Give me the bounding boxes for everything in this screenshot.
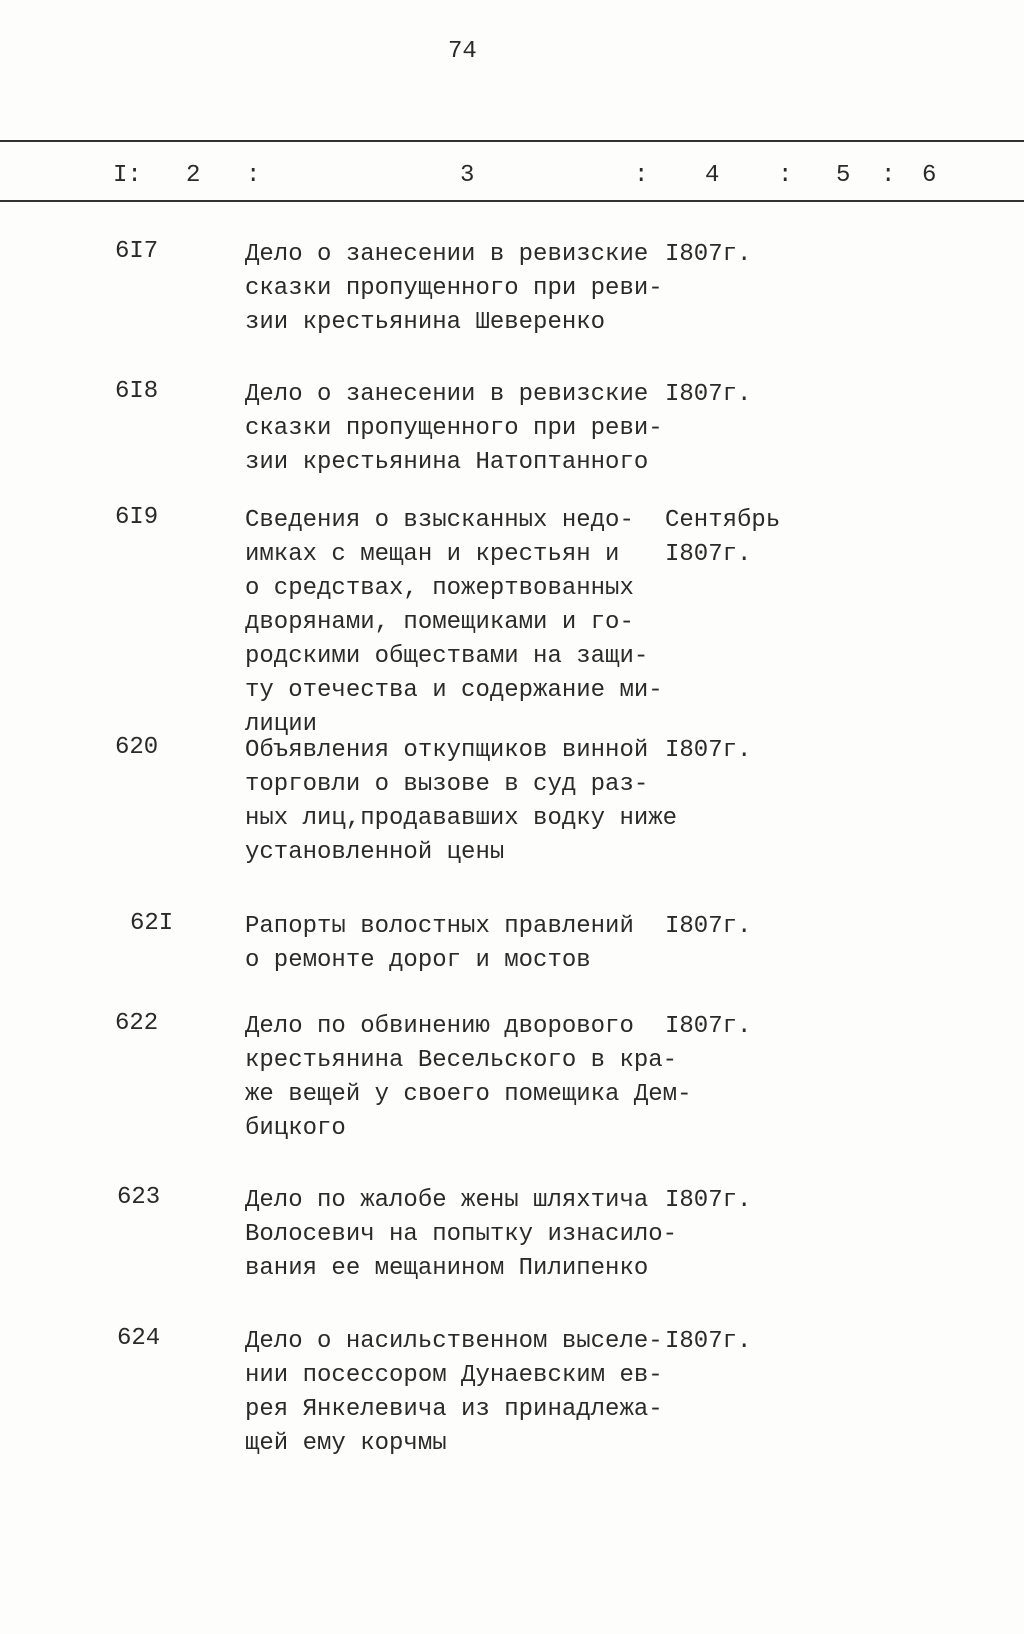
page-number: 74 [448, 38, 477, 65]
date-line: I807г. [665, 913, 752, 940]
entry-number: 6I9 [115, 504, 159, 531]
description-line: же вещей у своего помещика Дем- [245, 1081, 692, 1108]
entry-number: 623 [117, 1184, 161, 1211]
entry-description [245, 910, 634, 978]
description-line: дворянами, помещиками и го- [245, 609, 634, 636]
col-sep: : [634, 162, 649, 189]
description-line: ту отечества и содержание ми- [245, 677, 663, 704]
entry-number: 620 [115, 734, 159, 761]
col-header-5: 5 [836, 162, 851, 189]
entry-date [665, 238, 751, 272]
description-line: Рапорты волостных правлений [245, 913, 634, 940]
description-line: щей ему корчмы [245, 1430, 447, 1457]
entry-number: 624 [117, 1325, 161, 1352]
entry-number: 6I8 [115, 378, 159, 405]
entry-date [665, 910, 751, 944]
entry-description [245, 378, 663, 480]
col-header-3: 3 [460, 162, 475, 189]
col-header-4: 4 [705, 162, 720, 189]
date-line: I807г. [665, 381, 752, 408]
entry-description [245, 1325, 663, 1461]
col-header-6: 6 [922, 162, 937, 189]
description-line: имках с мещан и крестьян и [245, 541, 620, 568]
description-line: лиции [245, 711, 318, 738]
description-line: Волосевич на попытку изнасило- [245, 1221, 678, 1248]
entry-number: 6I7 [115, 238, 159, 265]
date-line: I807г. [665, 541, 752, 568]
description-line: сказки пропущенного при реви- [245, 275, 663, 302]
date-line: I807г. [665, 1013, 752, 1040]
date-line: I807г. [665, 737, 752, 764]
col-sep: : [246, 162, 261, 189]
description-line: Дело о насильственном выселе- [245, 1328, 663, 1355]
description-line: Дело по обвинению дворового [245, 1013, 634, 1040]
entry-description [245, 504, 663, 742]
date-line: I807г. [665, 1187, 752, 1214]
col-sep: : [778, 162, 793, 189]
description-line: о средствах, пожертвованных [245, 575, 634, 602]
description-line: установленной цены [245, 839, 505, 866]
entry-description [245, 734, 677, 870]
col-header-1: I: [113, 162, 142, 189]
date-line: Сентябрь [665, 507, 781, 534]
entry-date [665, 504, 780, 572]
description-line: сказки пропущенного при реви- [245, 415, 663, 442]
header-bottom-rule [0, 200, 1024, 202]
entry-date [665, 734, 751, 768]
description-line: крестьянина Весельского в кра- [245, 1047, 678, 1074]
description-line: ных лиц,продававших водку ниже [245, 805, 678, 832]
entry-number: 622 [115, 1010, 159, 1037]
entry-date [665, 1184, 751, 1218]
description-line: зии крестьянина Шеверенко [245, 309, 606, 336]
date-line: I807г. [665, 1328, 752, 1355]
entry-date [665, 378, 751, 412]
description-line: бицкого [245, 1115, 346, 1142]
description-line: Сведения о взысканных недо- [245, 507, 634, 534]
description-line: зии крестьянина Натоптанного [245, 449, 649, 476]
entry-date [665, 1325, 751, 1359]
description-line: родскими обществами на защи- [245, 643, 649, 670]
col-sep: : [881, 162, 896, 189]
description-line: вания ее мещанином Пилипенко [245, 1255, 649, 1282]
header-top-rule [0, 140, 1024, 142]
description-line: торговли о вызове в суд раз- [245, 771, 649, 798]
col-header-2: 2 [186, 162, 201, 189]
entry-number: 62I [130, 910, 174, 937]
description-line: о ремонте дорог и мостов [245, 947, 591, 974]
description-line: Дело о занесении в ревизские [245, 381, 649, 408]
entry-description [245, 1010, 691, 1146]
date-line: I807г. [665, 241, 752, 268]
description-line: Дело о занесении в ревизские [245, 241, 649, 268]
description-line: Дело по жалобе жены шляхтича [245, 1187, 649, 1214]
description-line: рея Янкелевича из принадлежа- [245, 1396, 663, 1423]
entry-date [665, 1010, 751, 1044]
description-line: Объявления откупщиков винной [245, 737, 649, 764]
description-line: нии посессором Дунаевским ев- [245, 1362, 663, 1389]
entry-description [245, 1184, 677, 1286]
entry-description [245, 238, 663, 340]
